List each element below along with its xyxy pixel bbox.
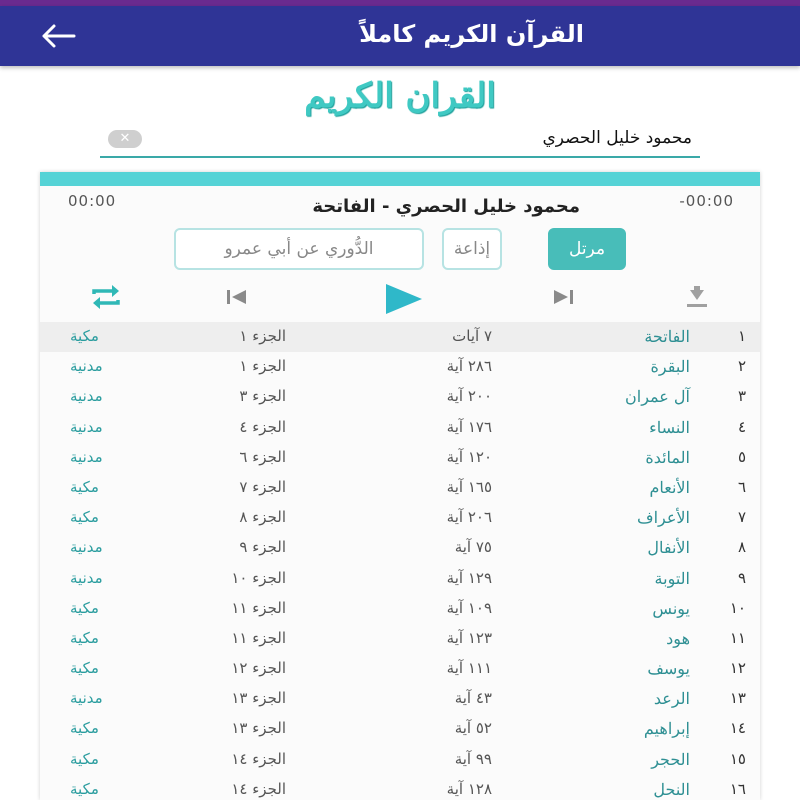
surah-verse-count: ١١١ آية xyxy=(446,659,492,678)
app-title: القرآن الكريم كاملاً xyxy=(359,20,584,48)
mode-murattal-button[interactable]: مرتل xyxy=(548,228,626,270)
surah-number: ٦ xyxy=(737,477,746,496)
surah-number: ٢ xyxy=(737,357,746,376)
surah-juz: الجزء ٩ xyxy=(239,538,286,557)
surah-revelation-type: مكية xyxy=(70,719,99,738)
surah-list xyxy=(40,322,760,800)
surah-juz: الجزء ٣ xyxy=(239,387,286,406)
surah-juz: الجزء ٤ xyxy=(239,417,286,436)
back-button[interactable] xyxy=(38,22,78,50)
surah-number: ٥ xyxy=(737,447,746,466)
surah-verse-count: ٧٥ آية xyxy=(454,538,492,557)
surah-juz: الجزء ١٤ xyxy=(231,779,286,798)
surah-number: ٩ xyxy=(737,568,746,587)
surah-number: ٨ xyxy=(737,538,746,557)
surah-name: الأنعام xyxy=(649,477,690,497)
surah-name: الفاتحة xyxy=(644,327,690,346)
surah-revelation-type: مدنية xyxy=(70,689,103,708)
surah-juz: الجزء ٧ xyxy=(239,477,286,496)
surah-row[interactable] xyxy=(40,503,760,533)
surah-verse-count: ١٧٦ آية xyxy=(446,417,492,436)
clear-icon[interactable]: ✕ xyxy=(108,130,142,148)
repeat-button[interactable] xyxy=(88,280,124,318)
surah-revelation-type: مكية xyxy=(70,628,99,647)
surah-number: ١٦ xyxy=(729,779,746,798)
surah-name: يوسف xyxy=(647,659,690,679)
surah-juz: الجزء ١٢ xyxy=(231,659,286,678)
surah-row[interactable] xyxy=(40,775,760,800)
repeat-icon xyxy=(88,280,124,314)
surah-number: ١٢ xyxy=(729,659,746,678)
surah-name: الأنفال xyxy=(647,538,690,558)
surah-revelation-type: مدنية xyxy=(70,447,103,466)
qiraa-select[interactable]: الدُّوري عن أبي عمرو xyxy=(174,228,424,270)
surah-number: ٧ xyxy=(737,508,746,527)
surah-number: ٣ xyxy=(737,387,746,406)
surah-verse-count: ٥٢ آية xyxy=(454,719,492,738)
download-icon xyxy=(680,280,714,314)
surah-verse-count: ٩٩ آية xyxy=(454,749,492,768)
play-button[interactable] xyxy=(384,282,424,320)
surah-row[interactable] xyxy=(40,473,760,503)
surah-name: يونس xyxy=(652,598,690,618)
reciter-field[interactable] xyxy=(100,122,700,158)
surah-juz: الجزء ٨ xyxy=(239,508,286,527)
time-elapsed: 00:00 xyxy=(68,192,117,210)
now-playing-title: محمود خليل الحصري - الفاتحة xyxy=(312,196,580,217)
surah-name: النساء xyxy=(649,417,690,437)
surah-row[interactable] xyxy=(40,564,760,594)
surah-juz: الجزء ١٣ xyxy=(231,689,286,708)
play-icon xyxy=(384,282,424,316)
surah-number: ١٤ xyxy=(729,719,746,738)
surah-revelation-type: مكية xyxy=(70,749,99,768)
surah-row[interactable] xyxy=(40,745,760,775)
surah-row[interactable] xyxy=(40,654,760,684)
surah-number: ١ xyxy=(737,327,746,345)
surah-row[interactable] xyxy=(40,322,760,352)
reciter-value[interactable]: محمود خليل الحصري xyxy=(542,128,692,148)
surah-revelation-type: مكية xyxy=(70,598,99,617)
surah-revelation-type: مدنية xyxy=(70,387,103,406)
surah-juz: الجزء ١١ xyxy=(231,628,286,647)
surah-name: النحل xyxy=(653,779,690,799)
surah-number: ١٣ xyxy=(729,689,746,708)
surah-name: إبراهيم xyxy=(643,719,690,739)
surah-verse-count: ١٦٥ آية xyxy=(446,477,492,496)
surah-row[interactable] xyxy=(40,382,760,412)
surah-name: المائدة xyxy=(645,447,690,467)
surah-verse-count: ٢٠٠ آية xyxy=(446,387,492,406)
surah-row[interactable] xyxy=(40,352,760,382)
surah-juz: الجزء ١ xyxy=(239,327,286,345)
surah-row[interactable] xyxy=(40,624,760,654)
surah-revelation-type: مدنية xyxy=(70,417,103,436)
surah-name: الرعد xyxy=(653,689,690,709)
surah-row[interactable] xyxy=(40,533,760,563)
app-bar xyxy=(0,6,800,66)
surah-row[interactable] xyxy=(40,443,760,473)
surah-name: الحجر xyxy=(651,749,690,769)
surah-verse-count: ١٢٣ آية xyxy=(446,628,492,647)
surah-name: التوبة xyxy=(654,568,690,588)
previous-button[interactable] xyxy=(224,280,252,318)
surah-row[interactable] xyxy=(40,594,760,624)
surah-revelation-type: مكية xyxy=(70,477,99,496)
surah-revelation-type: مدنية xyxy=(70,568,103,587)
surah-verse-count: ٢٨٦ آية xyxy=(446,357,492,376)
mode-broadcast-button[interactable]: إذاعة xyxy=(442,228,502,270)
surah-juz: الجزء ١٠ xyxy=(231,568,286,587)
surah-revelation-type: مكية xyxy=(70,508,99,527)
player-card xyxy=(40,172,760,800)
surah-juz: الجزء ١ xyxy=(239,357,286,376)
surah-juz: الجزء ٦ xyxy=(239,447,286,466)
surah-name: الأعراف xyxy=(637,508,690,528)
surah-revelation-type: مكية xyxy=(70,327,99,345)
surah-number: ٤ xyxy=(737,417,746,436)
surah-verse-count: ٤٣ آية xyxy=(454,689,492,708)
surah-row[interactable] xyxy=(40,413,760,443)
surah-revelation-type: مدنية xyxy=(70,357,103,376)
surah-name: البقرة xyxy=(650,357,690,377)
surah-juz: الجزء ١٣ xyxy=(231,719,286,738)
time-remaining: -00:00 xyxy=(679,192,734,210)
surah-row[interactable] xyxy=(40,714,760,744)
surah-revelation-type: مدنية xyxy=(70,538,103,557)
skip-previous-icon xyxy=(224,280,252,314)
surah-number: ١٥ xyxy=(729,749,746,768)
surah-verse-count: ٢٠٦ آية xyxy=(446,508,492,527)
surah-verse-count: ١٠٩ آية xyxy=(446,598,492,617)
download-button[interactable] xyxy=(680,280,714,318)
surah-verse-count: ١٢٠ آية xyxy=(446,447,492,466)
surah-name: هود xyxy=(666,628,690,648)
surah-verse-count: ٧ آيات xyxy=(452,327,492,345)
surah-name: آل عمران xyxy=(625,387,690,407)
surah-revelation-type: مكية xyxy=(70,779,99,798)
progress-bar[interactable] xyxy=(40,172,760,186)
skip-next-icon xyxy=(550,280,578,314)
surah-juz: الجزء ١٤ xyxy=(231,749,286,768)
arrow-left-icon xyxy=(38,22,78,50)
surah-verse-count: ١٢٨ آية xyxy=(446,779,492,798)
surah-number: ١٠ xyxy=(729,598,746,617)
surah-juz: الجزء ١١ xyxy=(231,598,286,617)
quran-logo: القران الكريم xyxy=(304,76,496,116)
surah-number: ١١ xyxy=(729,628,746,647)
surah-verse-count: ١٢٩ آية xyxy=(446,568,492,587)
surah-row[interactable] xyxy=(40,684,760,714)
surah-revelation-type: مكية xyxy=(70,659,99,678)
next-button[interactable] xyxy=(550,280,578,318)
